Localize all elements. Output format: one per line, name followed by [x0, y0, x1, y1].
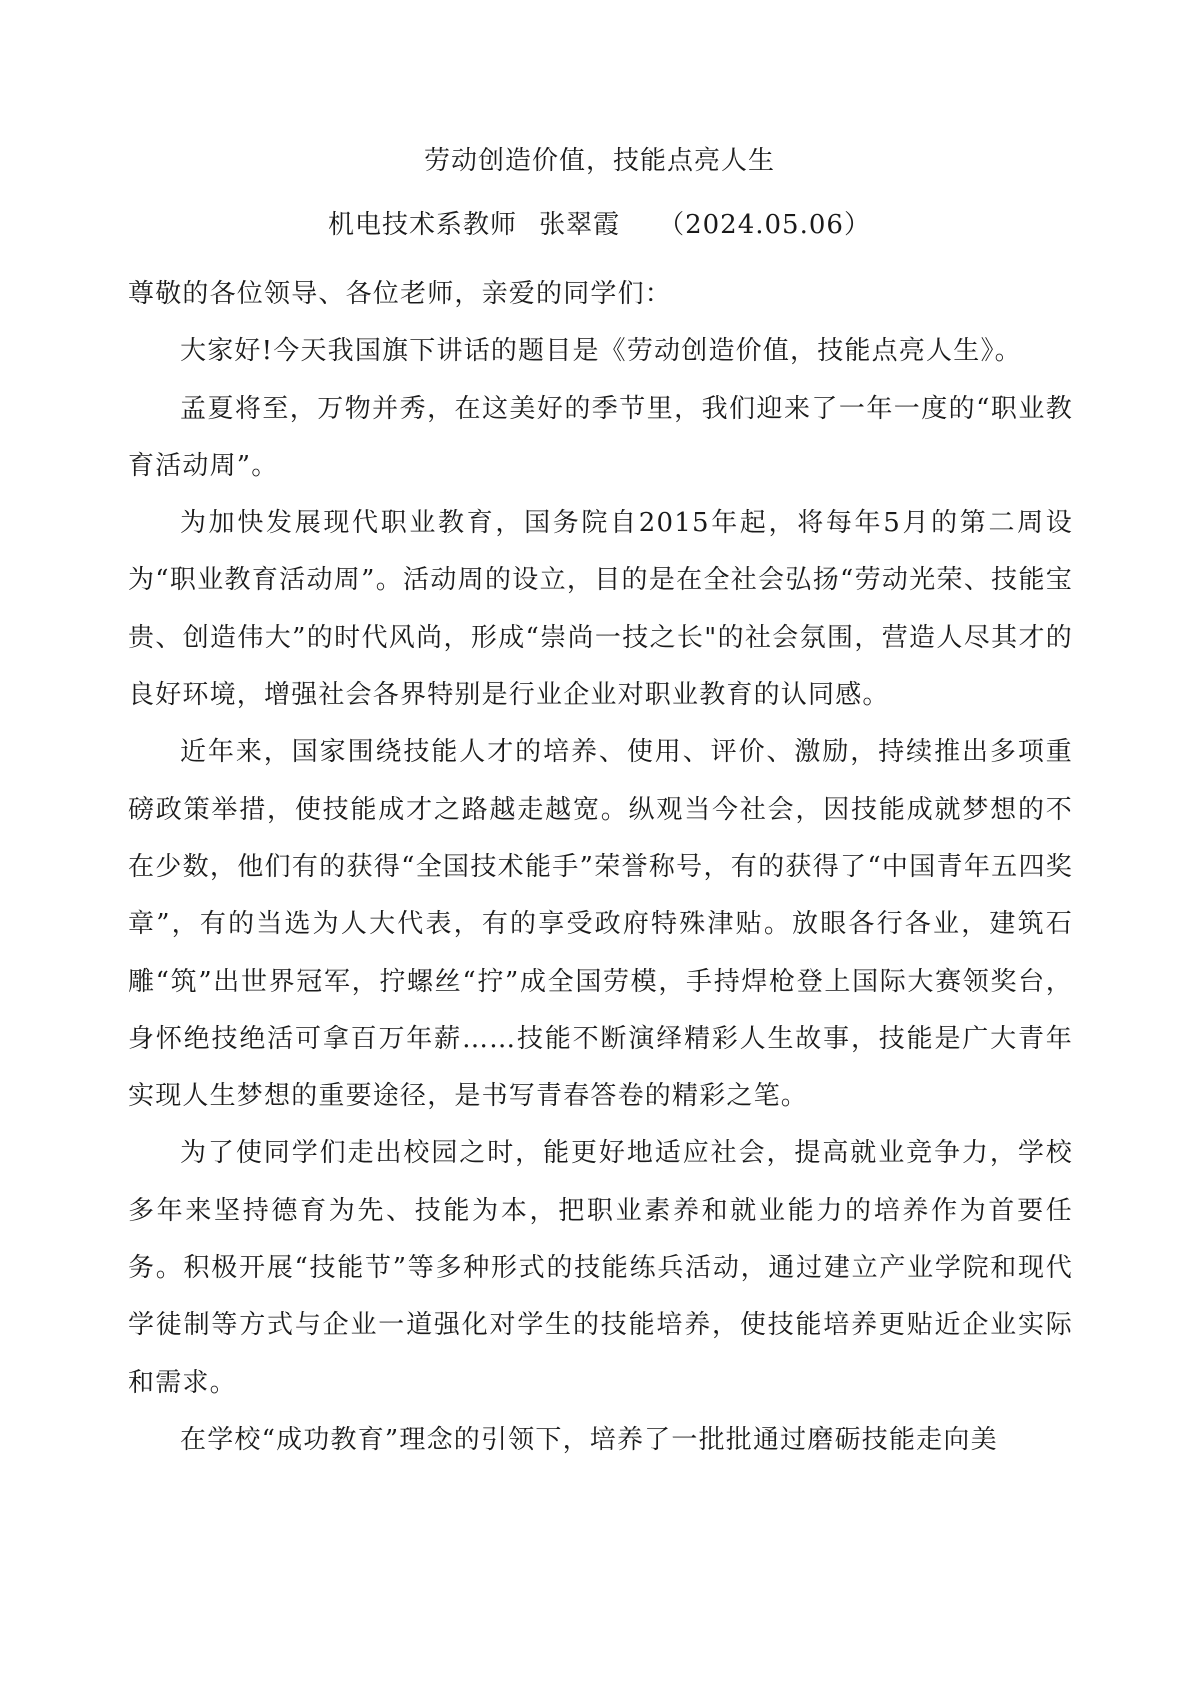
- paragraph: 大家好!今天我国旗下讲话的题目是《劳动创造价值，技能点亮人生》。: [180, 336, 1022, 367]
- author-department-role: 机电技术系教师: [328, 210, 518, 240]
- document-title: 劳动创造价值，技能点亮人生: [423, 146, 775, 176]
- paragraph: 孟夏将至，万物并秀，在这美好的季节里，我们迎来了一年一度的“职业教育活动周”。: [128, 393, 1073, 481]
- salutation: 尊敬的各位领导、各位老师，亲爱的同学们：: [128, 279, 673, 309]
- paragraph: 在学校“成功教育”理念的引领下，培养了一批批通过磨砺技能走向美: [180, 1424, 998, 1455]
- paragraph: 为了使同学们走出校园之时，能更好地适应社会，提高就业竞争力，学校多年来坚持德育为先、技能为本，把职业素养和就业能力的培养作为首要任务。积极开展“技能节”等多种形式的技能练兵活动，通过建立产业学院和现代学徒制等方式与企业一道强化对学生的技能培养，使技能培养更贴近企业实际和需求。: [128, 1138, 1073, 1398]
- speech-body: [128, 266, 1073, 1469]
- speech-date: （2024.05.06）: [658, 210, 871, 240]
- paragraph: 近年来，国家围绕技能人才的培养、使用、评价、激励，持续推出多项重磅政策举措，使技能成才之路越走越宽。纵观当今社会，因技能成就梦想的不在少数，他们有的获得“全国技术能手”荣誉称号，有的获得了“中国青年五四奖章”，有的当选为人大代表，有的享受政府特殊津贴。放眼各行各业，建筑石雕“筑”出世界冠军，拧螺丝“拧”成全国劳模，手持焊枪登上国际大赛领奖台，身怀绝技绝活可拿百万年薪……技能不断演绎精彩人生故事，技能是广大青年实现人生梦想的重要途径，是书写青春答卷的精彩之笔。: [128, 737, 1073, 1112]
- paragraph: 为加快发展现代职业教育，国务院自2015年起，将每年5月的第二周设为“职业教育活动周”。活动周的设立，目的是在全社会弘扬“劳动光荣、技能宝贵、创造伟大”的时代风尚，形成“崇尚一技之长"的社会氛围，营造人尽其才的良好环境，增强社会各界特别是行业企业对职业教育的认同感。: [128, 508, 1073, 711]
- author-line: [0, 204, 1199, 241]
- author-name: 张翠霞: [539, 210, 621, 240]
